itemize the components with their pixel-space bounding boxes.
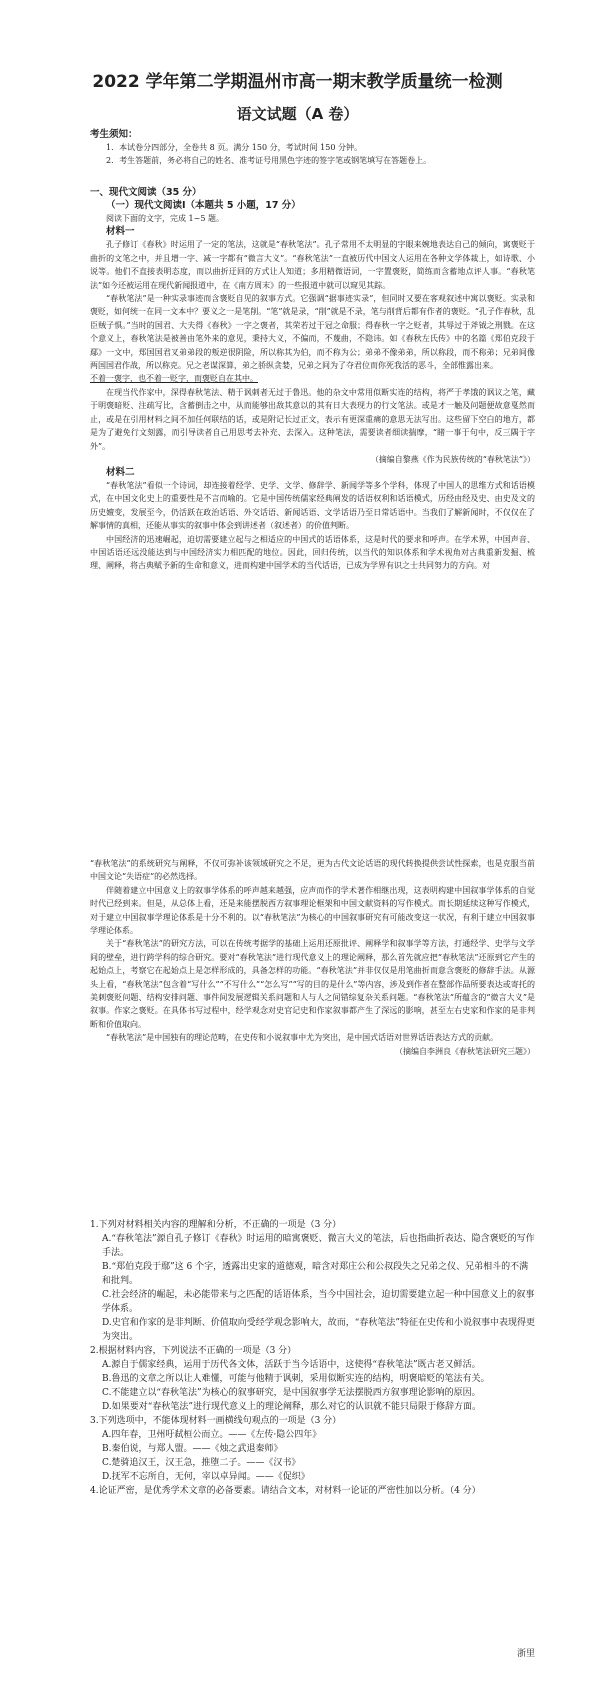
questions [90, 1218, 535, 1498]
instruction-text: 阅读下面的文字，完成 1~5 题。 [106, 214, 224, 223]
material-two-continued [90, 857, 535, 1058]
question-option: D.抚军不忘所自，无何，宰以卓异闻。——《促织》 [102, 1472, 310, 1482]
question-option: C.社会经济的崛起，未必能带来与之匹配的话语体系，当今中国社会，迫切需要建立起一种中国意义上的叙事学体系。 [102, 1290, 535, 1314]
section-reading [90, 186, 535, 573]
material-two-paragraph: “春秋笔法”的系统研究与阐释，不仅可弥补该领域研究之不足，更为古代文论话语的现代转换提供尝试性探索，也是克服当前中国文论“失语症”的必然选择。 [90, 859, 535, 882]
material-two-paragraph: 中国经济的迅速崛起，迫切需要建立起与之相适应的中国式的话语体系，这是时代的要求和呼声。在学术界，中国声音、中国话语还远没能达到与中国经济实力相匹配的地位。因此，回归传统，以当代的知识体系和学术视角对古典重新发掘、梳理、阐释，将古典赋予新的生命和意义，进而构建中国学术的当代话语，已成为学界有识之士共同努力的方向。对 [90, 534, 535, 571]
question-option: C.不能建立以“春秋笔法”为核心的叙事研究，是中国叙事学无法摆脱西方叙事理论影响的原因。 [102, 1388, 481, 1398]
material-one-paragraph: 孔子修订《春秋》时运用了一定的笔法，这就是“春秋笔法”。孔子常用不太明显的字眼来婉地表达自己的倾向，寓褒贬于曲折的文笔之中，并且增一字、减一字都有“微言大义”。“春秋笔法”一直被历代中国文人运用在各种文学体裁上，如诗歌、小说等。他们不直接表明态度，而以曲折迂回的方式让人知道；多用精微语词，一字置褒贬，简练而含蓄地点评人事。“春秋笔法”如今还被运用在现代新闻报道中，在《南方周末》的一些报道中就可以窥见其踪。 [90, 240, 535, 290]
question-option: D.史官和作家的是非判断、价值取向受经学观念影响大，故而，“春秋笔法”特征在史传和小说叙事中表现得更为突出。 [102, 1318, 535, 1342]
notice-item: 2．考生答题前，务必将自己的姓名、准考证号用黑色字迹的签字笔或钢笔填写在答题卷上。 [106, 156, 432, 166]
question-option: A.“春秋笔法”源自孔子修订《春秋》时运用的暗寓褒贬、微言大义的笔法，后也指曲折表达、隐含褒贬的写作手法。 [102, 1234, 535, 1258]
material-two-paragraph: “春秋笔法”看似一个诗词，却连接着经学、史学、文学、修辞学、新闻学等多个学科，体现了中国人的思维方式和话语模式，在中国文化史上的重要性是不言而喻的。它是中国传统儒家经典阐发的话语权利和话语模式，历经由经及史、由史及文的历史嬗变，发展至今，仍活跃在政治话语、外交话语、新闻话语、文学话语乃至日常话语中。当我们了解新闻时，不仅仅在了解事情的真相，还能从事实的叙事中体会到讲述者（叙述者）的价值判断。 [90, 480, 535, 531]
question-stem: 2.根据材料内容，下列说法不正确的一项是（3 分） [90, 1346, 297, 1356]
question-option: B.“郑伯克段于鄢”这 6 个字，透露出史家的道德观，暗含对郑庄公和公叔段失之兄弟之仪、兄弟相斗的不满和批判。 [102, 1262, 529, 1286]
subsection-heading: （一）现代文阅读Ⅰ（本题共 5 小题，17 分） [106, 200, 301, 211]
material-one-source: （摘编自黎燕《作为民族传统的“春秋笔法”》） [370, 454, 535, 464]
notice-item: 1．本试卷分四部分，全卷共 8 页。满分 150 分，考试时间 150 分钟。 [106, 143, 362, 152]
question-option: B.秦伯说，与郑人盟。——《烛之武退秦师》 [102, 1444, 283, 1454]
page-subtitle: 语文试题（A 卷） [236, 105, 359, 123]
question-stem: 4.论证严密，是优秀学术文章的必备要素。请结合文本，对材料一论证的严密性加以分析。（4 分） [90, 1486, 481, 1496]
notice [90, 128, 535, 168]
question-option: A.源自于儒家经典，运用于历代各文体，活跃于当今话语中，这使得“春秋笔法”既古老又鲜活。 [102, 1360, 481, 1370]
question-stem: 3.下列选项中，不能体现材料一画横线句观点的一项是（3 分） [90, 1416, 342, 1426]
material-one-label: 材料一 [106, 226, 135, 238]
question-option: C.楚骑追汉王，汉王急，推堕二子。——《汉书》 [102, 1458, 301, 1468]
material-two-paragraph: 伴随着建立中国意义上的叙事学体系的呼声越来越强，应声而作的学术著作相继出现，这表明构建中国叙事学体系的自觉时代已经到来。但是，从总体上看，还是来能摆脱西方叙事理论框架和中国文献资料的写作模式。而长期延续这种写作模式，对于建立中国叙事学理论体系是十分不利的。以“春秋笔法”为核心的中国叙事研究有可能改变这一状况，有利于建立中国叙事学理论体系。 [90, 885, 535, 936]
material-two-source: （摘编自李洲良《春秋笔法研究三题》） [395, 1046, 535, 1056]
material-two-paragraph: “春秋笔法”是中国独有的理论范畴，在史传和小说叙事中尤为突出，是中国式话语对世界话语表达方式的贡献。 [106, 1033, 499, 1043]
material-two-paragraph: 关于“春秋笔法”的研究方法，可以在传统考据学的基础上运用还原批评、阐释学和叙事学等方法，打通经学、史学与文学间的壁垒，进行跨学科的综合研究。要对“春秋笔法”进行现代意义上的理论阐释，那么首先就应把“春秋笔法”还原到它产生的起始点上，考察它在起始点上是怎样形成的，具备怎样的功能。“春秋笔法”并非仅仅是用笔曲折而意含褒贬的修辞手法。从源头上看，“春秋笔法”包含着“写什么”“不写什么”“怎么写”“写的目的是什么”等内容，涉及到作者在整部作品所要表达或寄托的美刺褒贬问题、结构安排问题、事件间发展逻辑关系问题和人与人之间错综复杂关系问题。“春秋笔法”所蕴含的“微言大义”是叙事。作家之褒贬。在具体书写过程中，经学观念对史官记史和作家叙事都产生了深远的影响，甚至左右史家和作家的是非判断和价值取向。 [90, 939, 535, 1029]
question-stem: 1.下列对材料相关内容的理解和分析，不正确的一项是（3 分） [90, 1220, 342, 1230]
material-one-paragraph: 在现当代作家中，深得春秋笔法、精于讽刺者无过于鲁迅。他的杂文中常用似断实连的结构，将严于孝饿的讽议之笔，藏于明褒暗贬、注疏写比，含蓄倒击之中，从而能够出敌其意以的其有日大表现力的行文笔法。或是才一触及问题便故意戛然而止，或是在引用材料之间不加任何联结的话，或是附记长过正文，表示有更深重痛的意思无法写出。这些留下空白的地方，都是为了避免行文刻露，而引导读者自己用思考去补充、去深入。这种笔法，需要读者细读揣摩，“睹一事于句中，反三隅于字外”。 [90, 387, 535, 451]
page-title: 2022 学年第二学期温州市高一期末教学质量统一检测 [92, 72, 503, 92]
material-one-underlined-sentence: 不着一褒字，也不着一贬字，而褒贬自在其中。 [90, 374, 258, 384]
section-heading: 一、现代文阅读（35 分） [90, 187, 202, 198]
material-two-label: 材料二 [106, 466, 135, 478]
question-option: A.四年春，卫州吁弑桓公而立。——《左传·隐公四年》 [102, 1430, 322, 1440]
notice-heading: 考生须知： [90, 129, 138, 140]
footer-mark: 浙里 [516, 1649, 535, 1659]
question-option: B.鲁迅的文章之所以让人难懂，可能与他精于讽刺，采用似断实连的结构，明褒暗贬的笔法有关。 [102, 1374, 490, 1384]
question-option: D.如果要对“春秋笔法”进行现代意义上的理论阐释，那么对它的认识就不能只局限于修辞方面。 [102, 1402, 481, 1412]
material-one-paragraph: “春秋笔法”是一种实录事迹而含褒贬自见的叙事方式。它强调“据事迹实录”，但同时又要在客观叙述中寓以褒贬。实录和褒贬，如何统一在同一文本中？要义之一是笔削。“笔”就是录，“削”就是不录，笔与削背后都有作者的褒贬。“孔子作春秋，乱臣贼子惧。”当时的国君、大夫得《春秋》一字之褒者，其荣若过于冠之命服；得春秋一字之贬者，其辱过于斧钺之刑戮。在这个意义上，春秋笔法是被善由笔外来的意见，秉持大义，不偏而，不蔑曲，不隐讳。如《春秋左氏传》中的名篇《郑伯克段于鄢》一文中，郑国国君叉弟弟段的叛逆很阴险，所以称其为伯，而不称为公；弟弟不像弟弟，所以称段，而不称弟；兄弟间像两国国君作战，所以称克。兄之老谋深算，弟之骄纵贪婪，兄弟之间为了夺君位而你死我活的恶斗，全部惟露出来。 [90, 294, 535, 371]
